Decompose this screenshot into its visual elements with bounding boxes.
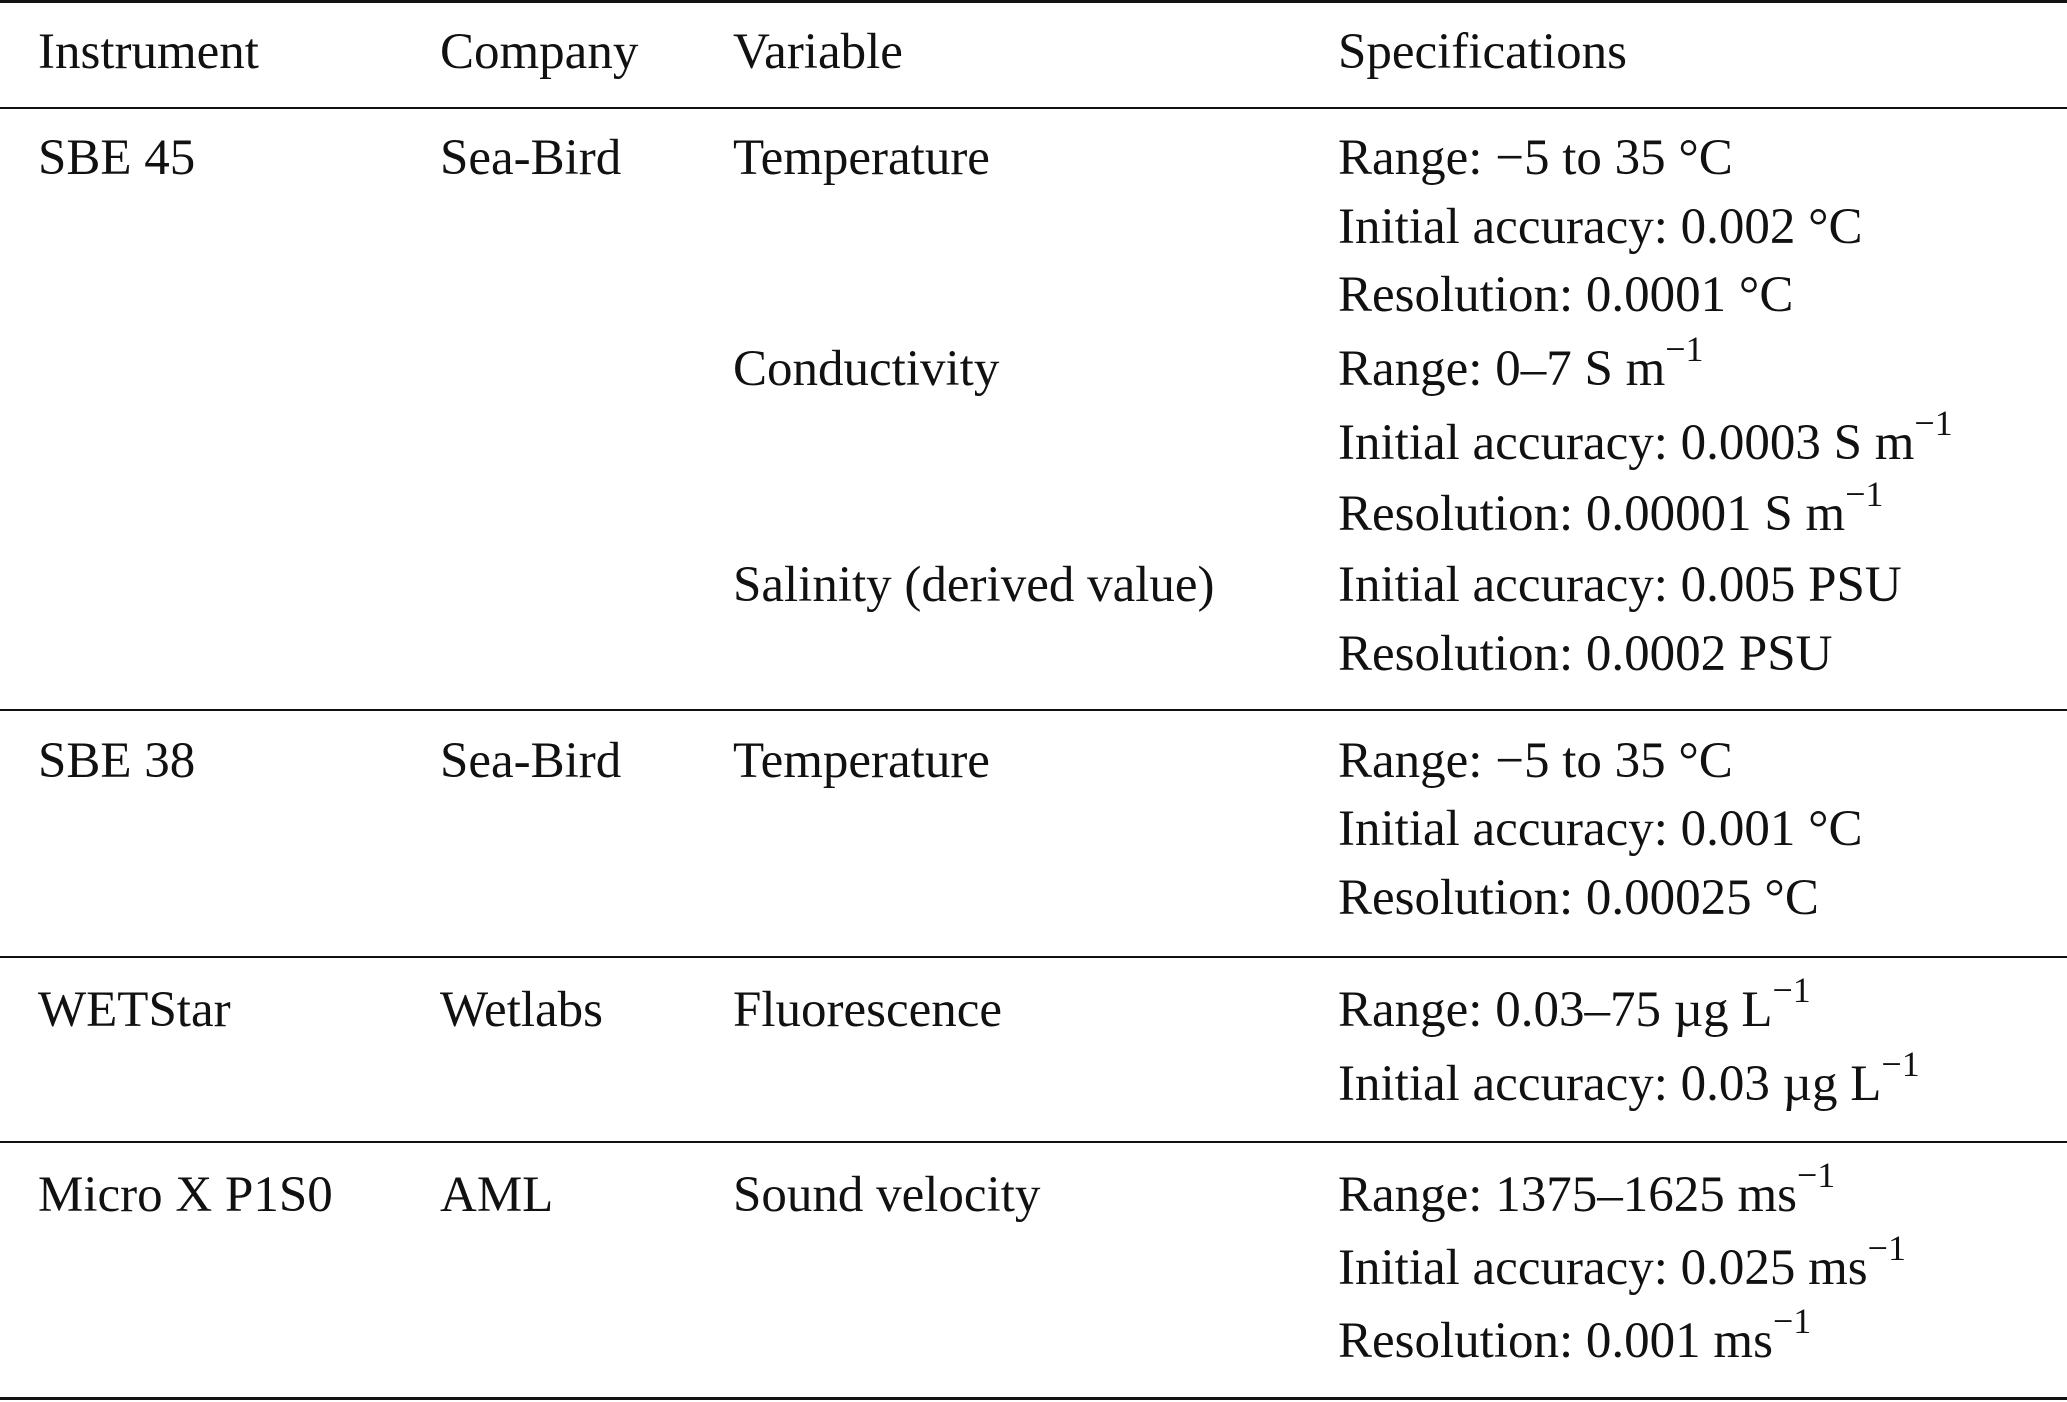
spec-line: [1338, 1044, 1920, 1118]
spec-text: Resolution: 0.00025 °C: [1338, 870, 1819, 926]
spec-text: Range: 0–7 S m: [1338, 341, 1666, 397]
spec-superscript: −1: [1867, 1228, 1906, 1268]
row-rule: [0, 1141, 2067, 1143]
spec-line: [1338, 620, 1833, 688]
spec-line: [1338, 864, 1819, 932]
spec-text: Initial accuracy: 0.0003 S m: [1338, 415, 1915, 471]
row-variable: Salinity (derived value): [733, 557, 1215, 613]
header-company: Company: [440, 24, 639, 80]
row-instrument: SBE 38: [38, 733, 196, 789]
spec-text: Range: 0.03–75 µg L: [1338, 982, 1773, 1038]
spec-text: Resolution: 0.00001 S m: [1338, 486, 1846, 542]
row-variable: Sound velocity: [733, 1167, 1041, 1223]
row-instrument: WETStar: [38, 982, 231, 1038]
spec-line: [1338, 727, 1733, 795]
row-instrument: Micro X P1S0: [38, 1167, 333, 1223]
spec-line: [1338, 403, 1953, 477]
row-variable: Conductivity: [733, 341, 1000, 397]
spec-text: Range: −5 to 35 °C: [1338, 733, 1733, 789]
spec-line: [1338, 551, 1902, 619]
row-company: Wetlabs: [440, 982, 604, 1038]
spec-text: Resolution: 0.001 ms: [1338, 1313, 1773, 1369]
spec-superscript: −1: [1772, 1301, 1812, 1341]
spec-text: Initial accuracy: 0.005 PSU: [1338, 557, 1902, 613]
bottom-rule: [0, 1397, 2067, 1400]
top-rule: [0, 0, 2067, 3]
spec-superscript: −1: [1914, 403, 1953, 443]
row-company: Sea-Bird: [440, 130, 622, 186]
spec-text: Resolution: 0.0002 PSU: [1338, 626, 1833, 682]
spec-line: [1338, 1155, 1836, 1229]
row-company: AML: [440, 1167, 554, 1223]
spec-text: Initial accuracy: 0.025 ms: [1338, 1240, 1868, 1296]
header-variable: Variable: [733, 24, 903, 80]
spec-text: Initial accuracy: 0.002 °C: [1338, 199, 1863, 255]
spec-superscript: −1: [1845, 474, 1884, 514]
row-variable: Fluorescence: [733, 982, 1003, 1038]
spec-line: [1338, 261, 1793, 329]
spec-line: [1338, 124, 1733, 192]
spec-text: Initial accuracy: 0.03 µg L: [1338, 1056, 1882, 1112]
row-rule: [0, 709, 2067, 711]
header-rule: [0, 107, 2067, 109]
row-variable: Temperature: [733, 733, 990, 789]
header-instrument: Instrument: [38, 24, 259, 80]
spec-line: [1338, 474, 1884, 548]
spec-text: Range: −5 to 35 °C: [1338, 130, 1733, 186]
spec-line: [1338, 1228, 1906, 1302]
spec-text: Initial accuracy: 0.001 °C: [1338, 801, 1863, 857]
spec-superscript: −1: [1772, 970, 1811, 1010]
spec-line: [1338, 1301, 1812, 1375]
spec-text: Resolution: 0.0001 °C: [1338, 267, 1794, 323]
header-specifications: Specifications: [1338, 24, 1627, 80]
spec-line: [1338, 970, 1811, 1044]
spec-text: Range: 1375–1625 ms: [1338, 1167, 1797, 1223]
row-rule: [0, 956, 2067, 958]
row-variable: Temperature: [733, 130, 990, 186]
row-instrument: SBE 45: [38, 130, 196, 186]
spec-line: [1338, 193, 1863, 261]
spec-superscript: −1: [1796, 1155, 1836, 1195]
spec-line: [1338, 795, 1863, 863]
spec-superscript: −1: [1665, 329, 1704, 369]
spec-line: [1338, 329, 1704, 403]
row-company: Sea-Bird: [440, 733, 622, 789]
spec-superscript: −1: [1881, 1044, 1920, 1084]
